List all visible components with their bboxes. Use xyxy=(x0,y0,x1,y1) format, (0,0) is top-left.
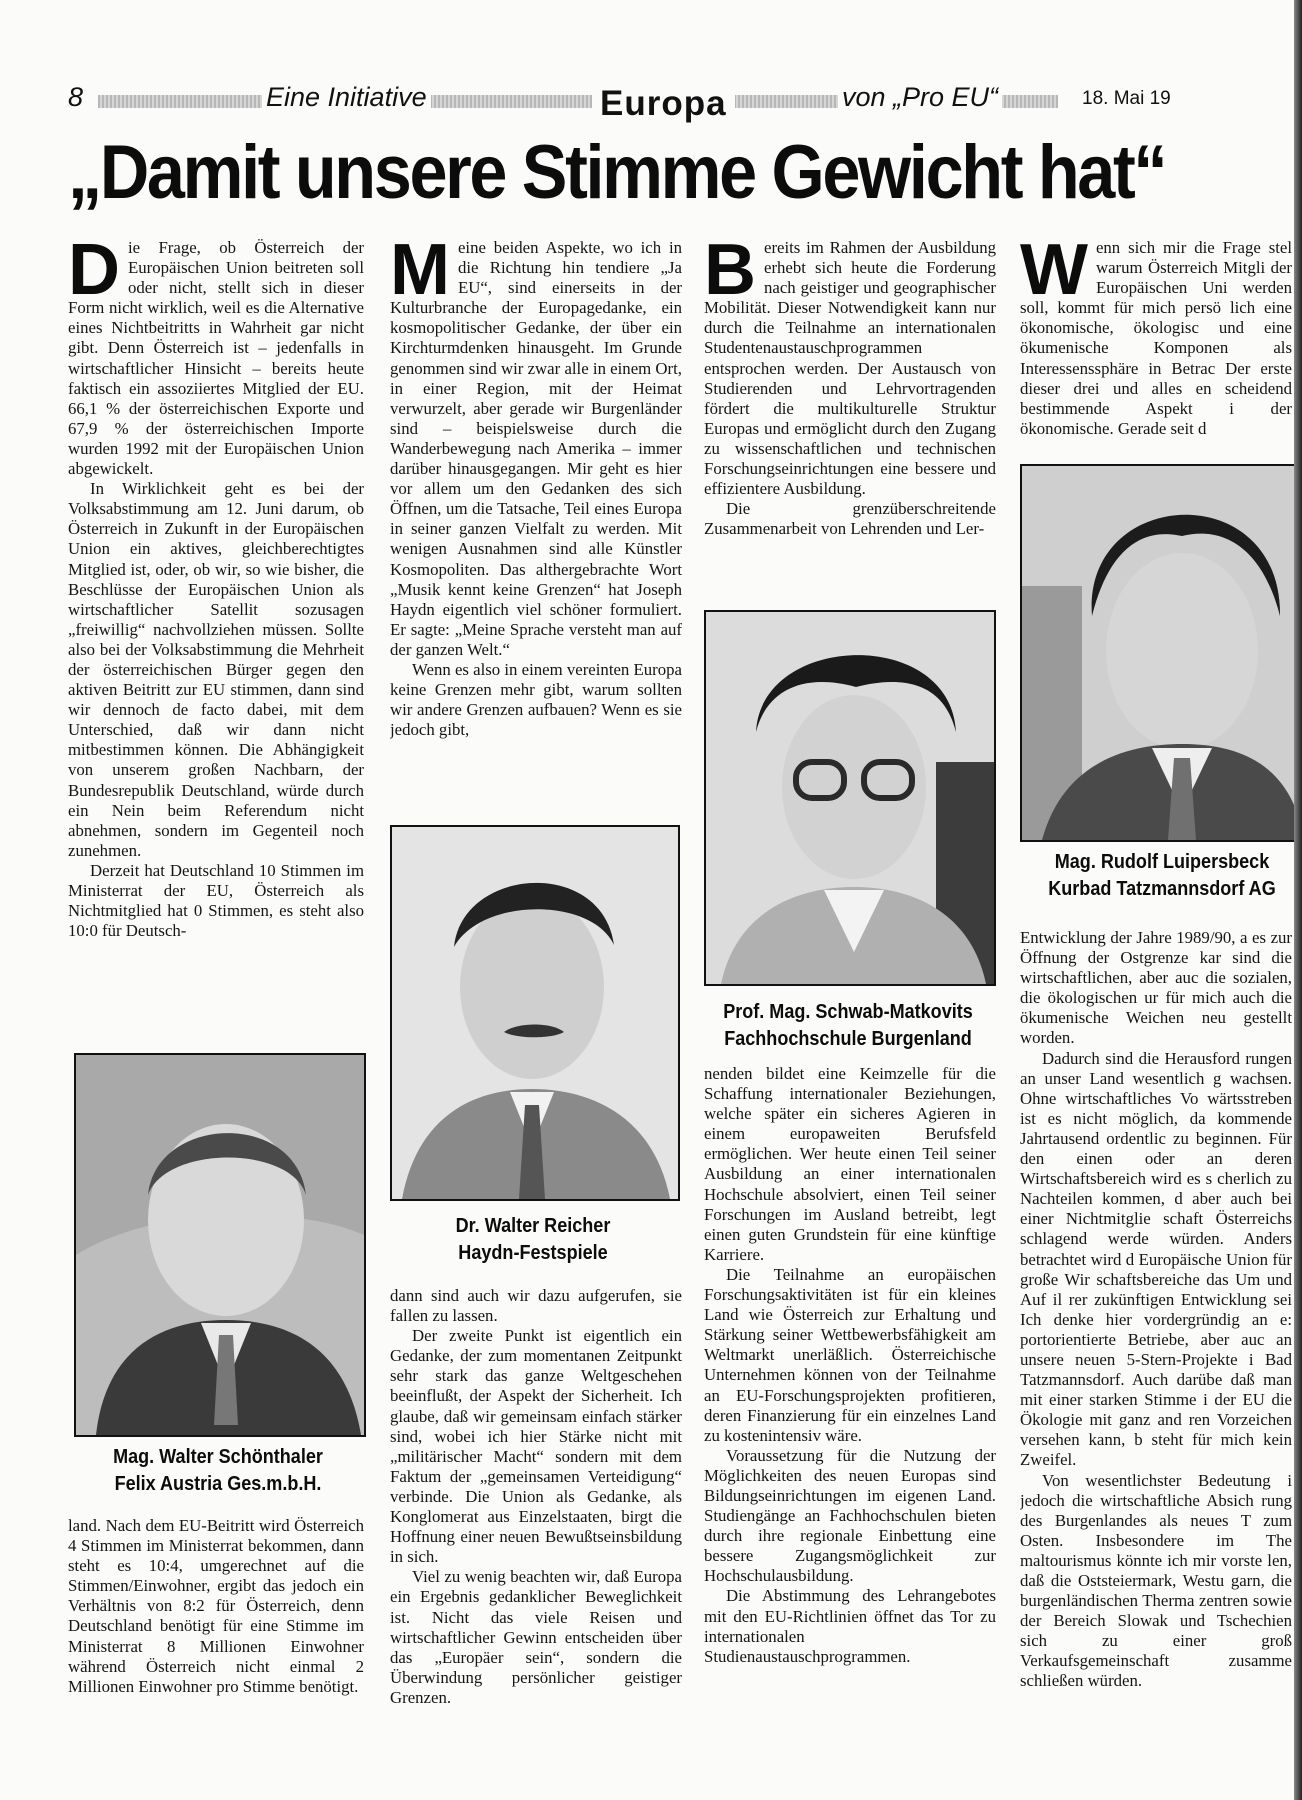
article-schwab-part2 xyxy=(704,1064,996,1786)
page-number: 8 xyxy=(68,82,87,113)
caption-name: Dr. Walter Reicher xyxy=(455,1214,611,1237)
caption-luipersbeck xyxy=(1030,848,1294,902)
caption-organization: Fachhochschule Burgenland xyxy=(724,1027,972,1050)
header-left-label: Eine Initiative xyxy=(262,82,431,113)
caption-name: Prof. Mag. Schwab-Matkovits xyxy=(723,1000,973,1023)
article-schoenthaler-part1 xyxy=(68,238,364,1028)
portrait-photo-schoenthaler xyxy=(74,1053,366,1437)
paragraph: nenden bildet eine Keimzelle für die Schaffung internationaler Beziehungen, welche später ein sicheres Agieren in einem europaweiten Berufsfeld ermöglichen. Wer heute einen Teil seiner Ausbildung an einer internationalen Hochschule absolviert, einen Teil seiner Forschungen im Ausland betreibt, legt einen guten Grundstein für eine künftige Karriere. xyxy=(704,1064,996,1264)
header-rule xyxy=(98,95,934,108)
headline: „Damit unsere Stimme Gewicht hat“ xyxy=(68,130,1166,215)
dropcap: W xyxy=(1020,238,1088,310)
section-title: Europa xyxy=(592,84,735,124)
portrait-image xyxy=(1022,466,1302,840)
paragraph: enn sich mir die Frage stel warum Österreich Mitgli der Europäischen Uni werden soll, kommt für mich persö lich eine ökonomische, ökologisc und eine ökumenische Komponen als Interessenssphäre in Betrac Der erste dieser drei und alles en scheidend bestimmende Aspekt i der ökonomische. Gerade seit d xyxy=(1020,238,1292,438)
caption-reicher xyxy=(398,1212,667,1266)
header-right-label: von „Pro EU“ xyxy=(838,82,1002,113)
running-header xyxy=(68,82,1302,122)
caption-schoenthaler xyxy=(86,1443,350,1497)
portrait-photo-luipersbeck xyxy=(1020,464,1302,842)
article-luipersbeck-part1 xyxy=(1020,238,1292,454)
portrait-photo-schwab xyxy=(704,610,996,986)
article-reicher-part1 xyxy=(390,238,682,806)
article-schoenthaler-part2 xyxy=(68,1516,364,1786)
caption-organization: Kurbad Tatzmannsdorf AG xyxy=(1048,877,1276,900)
caption-organization: Haydn-Festspiele xyxy=(458,1241,608,1264)
page-binding-edge xyxy=(1294,0,1302,1800)
caption-name: Mag. Rudolf Luipersbeck xyxy=(1054,850,1270,873)
dropcap: B xyxy=(704,238,756,310)
paragraph: Die Abstimmung des Lehrangebotes mit den EU-Richtlinien öffnet das Tor zu internationalen Studienaustauschprogrammen. xyxy=(704,1586,996,1666)
paragraph: Die Teilnahme an europäischen Forschungsaktivitäten ist für ein kleines Land wie Österreich zur Erhaltung und Stärkung seiner Wettbewerbsfähigkeit am Weltmarkt unerläßlich. Österreichische Unternehmen können von der Teilnahme an EU-Forschungsprojekten profitieren, deren Finanzierung für ein einzelnes Land zu kostenintensiv wäre. xyxy=(704,1264,996,1445)
caption-schwab xyxy=(709,998,987,1052)
issue-date: 18. Mai 19 xyxy=(1078,88,1171,110)
article-reicher-part2 xyxy=(390,1286,682,1786)
paragraph: Viel zu wenig beachten wir, daß Europa ein Ergebnis gedanklicher Beweglichkeit ist. Nicht das viele Reisen und wirtschaftlicher Gewinn entscheiden über das „Europäer sein“, sondern die Überwindung persönlicher geistiger Grenzen. xyxy=(390,1567,682,1707)
paragraph: Derzeit hat Deutschland 10 Stimmen im Ministerrat der EU, Österreich als Nichtmitglied hat 0 Stimmen, es steht also 10:0 für Deutsch- xyxy=(68,860,364,941)
paragraph: Entwicklung der Jahre 1989/90, a es zur Öffnung der Ostgrenze kar sind die wirtschaftlichen, aber auc die sozialen, die ökologischen ur für mich auch die ökumenische Weichen neu gestellt worden. xyxy=(1020,928,1292,1048)
caption-organization: Felix Austria Ges.m.b.H. xyxy=(114,1472,322,1495)
paragraph: In Wirklichkeit geht es bei der Volksabstimmung am 12. Juni darum, ob Österreich in Zukunft in der Europäischen Union ein aktives, gleichberechtigtes Mitglied ist, oder, ob wir, so wie bisher, die Beschlüsse der Europäischen Union als wirtschaftlicher Satellit sozusagen „freiwillig“ nachvollziehen müssen. Sollte also bei der Volksabstimmung die Mehrheit der österreichischen Bürger gegen den aktiven Beitritt zur EU stimmen, dann sind wir dennoch de facto dabei, mit dem Unterschied, daß wir dann nicht mitbestimmen können. Die Abhängigkeit von unserem großen Nachbarn, der Bundesrepublik Deutschland, würde durch ein Nein beim Referendum nicht abnehmen, sondern im Gegenteil noch zunehmen. xyxy=(68,479,364,860)
caption-name: Mag. Walter Schönthaler xyxy=(113,1445,323,1468)
paragraph: Der zweite Punkt ist eigentlich ein Gedanke, der zum momentanen Zeitpunkt sehr stark das ganze Weltgeschehen beeinflußt, der Aspekt der Sicherheit. Ich glaube, daß wir gemeinsam einfach stärker sind, wobei ich hier Stärke nicht mit „militärischer Macht“ sondern mit dem Faktum der „gemeinsamen Verteidigung“ verbinde. Die Union als Gedanke, als Konglomerat aus Einzelstaaten, birgt die Hoffnung einer neuen Bewußtseinsbildung in sich. xyxy=(390,1326,682,1567)
portrait-image xyxy=(76,1055,364,1435)
dropcap: D xyxy=(68,238,120,310)
paragraph: Wenn es also in einem vereinten Europa keine Grenzen mehr gibt, warum sollten wir andere Grenzen aufbauen? Wenn es sie jedoch gibt, xyxy=(390,659,682,740)
paragraph: ereits im Rahmen der Ausbildung erhebt sich heute die Forderung nach geistiger und geographischer Mobilität. Dieser Notwendigkeit kann nur durch die Teilnahme an internationalen Studentenaustauschprogrammen entsprochen werden. Der Austausch von Studierenden und Lehrvortragenden fördert die multikulturelle Struktur Europas und ermöglicht durch den Zugang zu wissenschaftlichen und technischen Forschungseinrichtungen eine bessere und effizientere Ausbildung. xyxy=(704,238,996,499)
paragraph: Von wesentlichster Bedeutung i jedoch die wirtschaftliche Absich rung des Burgenlandes als neues T zum Osten. Insbesondere im The maltourismus könnte ich mir vorste len, daß die Oststeiermark, Westu garn, die burgenländischen Therma zentren sowie der Bereich Slowak und Tschechien sich zu einer groß Verkaufsgemeinschaft zusamme schließen würden. xyxy=(1020,1470,1292,1691)
paragraph: eine beiden Aspekte, wo ich in die Richtung hin tendiere „Ja EU“, sind einerseits in der Kulturbranche der Europagedanke, ein kosmopolitischer Gedanke, der über ein Kirchturmdenken hinausgeht. Im Grunde genommen sind wir zwar alle in einem Ort, in einer Region, mit der Heimat verwurzelt, aber gerade wir Burgenländer sind – beispielsweise durch die Wanderbewegung nach Amerika – immer darüber hinausgegangen. Mir geht es hier vor allem um den Gedanken des sich Öffnen, um die Tatsache, Teil eines Europa in seiner ganzen Vielfalt zu werden. Mit wenigen Ausnahmen sind alle Künstler Kosmopoliten. Das althergebrachte Wort „Musik kennt keine Grenzen“ hat Joseph Haydn eigentlich viel schöner formuliert. Er sagte: „Meine Sprache versteht man auf der ganzen Welt.“ xyxy=(390,238,682,659)
dropcap: M xyxy=(390,238,450,310)
article-luipersbeck-part2 xyxy=(1020,928,1292,1786)
portrait-image xyxy=(706,612,994,984)
portrait-image xyxy=(392,827,678,1199)
article-schwab-part1 xyxy=(704,238,996,592)
portrait-photo-reicher xyxy=(390,825,680,1201)
paragraph: Voraussetzung für die Nutzung der Möglichkeiten des neuen Europas sind Bildungseinrichtungen im eigenen Land. Studiengänge an Fachhochschulen bieten durch ihre regionale Einbettung eine bessere Zugangsmöglichkeit zur Hochschulausbildung. xyxy=(704,1445,996,1586)
paragraph: land. Nach dem EU-Beitritt wird Österreich 4 Stimmen im Ministerrat bekommen, dann steht es 10:4, umgerechnet auf die Stimmen/Einwohner, ergibt das jedoch ein Verhältnis von 8:2 für Österreich, denn Deutschland benötigt für eine Stimme im Ministerrat 8 Millionen Einwohner während Österreich nicht einmal 2 Millionen Einwohner pro Stimme benötigt. xyxy=(68,1516,364,1696)
paragraph: dann sind auch wir dazu aufgerufen, sie fallen zu lassen. xyxy=(390,1286,682,1326)
paragraph: Dadurch sind die Herausford rungen an unser Land wesentlich g wachsen. Ohne wirtschaftliches Vo wärtsstreben ist es nicht möglich, da kommende Jahrtausend ordentlic zu beginnen. Für den einen oder an deren Wirtschaftsbereich wird es s cherlich zu Nachteilen kommen, d aber auch bei einer Nichtmitglie schaft Österreichs schlagend werde würden. Anders betrachtet wird d Europäische Union für große Wir schaftsbereiche das Um und Auf il rer zukünftigen Entwicklung sei Ich denke hier vordergründig an e: portorientierte Betriebe, aber auc an unsere neuen 5-Stern-Projekte i Bad Tatzmannsdorf. Auch darübe daß man mit einer starken Stimme i der EU die Ökologie mit ganz and ren Vorzeichen versehen kann, b steht für mich kein Zweifel. xyxy=(1020,1048,1292,1470)
paragraph: ie Frage, ob Österreich der Europäischen Union beitreten soll oder nicht, stellt sich in dieser Form nicht wirklich, weil es die Alternative eines Nichtbeitritts in Wahrheit gar nicht gibt. Denn Österreich ist – jedenfalls in wirtschaftlicher Hinsicht – bereits heute faktisch ein assoziiertes Mitglied der EU. 66,1 % der österreichischen Exporte und 67,9 % der österreichischen Importe wurden 1992 mit der Europäischen Union abgewickelt. xyxy=(68,238,364,479)
paragraph: Die grenzüberschreitende Zusammenarbeit von Lehrenden und Ler- xyxy=(704,499,996,539)
